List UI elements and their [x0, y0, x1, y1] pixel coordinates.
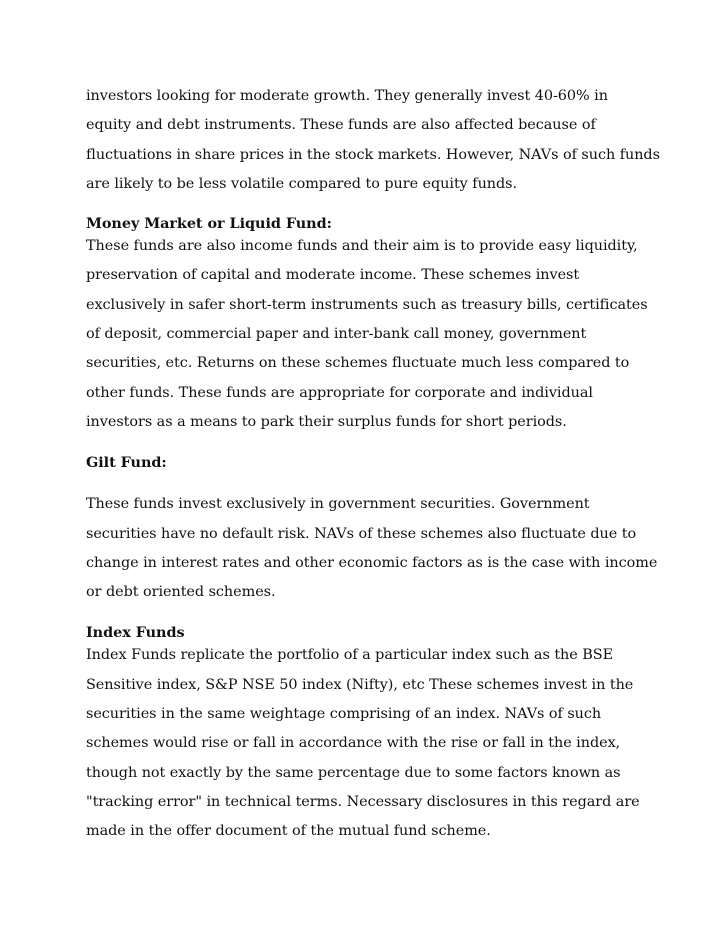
intro-line: are likely to be less volatile compared to pure equity funds. — [86, 176, 518, 192]
money-market-line: These funds are also income funds and their aim is to provide easy liquidity, — [86, 238, 638, 254]
intro-line: fluctuations in share prices in the stock markets. However, NAVs of such funds — [86, 147, 660, 163]
index-funds-line: made in the offer document of the mutual fund scheme. — [86, 823, 491, 839]
intro-line: equity and debt instruments. These funds are also affected because of — [86, 117, 596, 133]
gilt-fund-line: securities have no default risk. NAVs of these schemes also fluctuate due to — [86, 526, 637, 542]
money-market-line: of deposit, commercial paper and inter-bank call money, government — [86, 326, 587, 342]
index-funds-heading: Index Funds — [86, 624, 185, 641]
gilt-fund-heading: Gilt Fund: — [86, 454, 167, 471]
money-market-line: other funds. These funds are appropriate for corporate and individual — [86, 385, 593, 401]
index-funds-line: "tracking error" in technical terms. Necessary disclosures in this regard are — [86, 794, 640, 810]
intro-line: investors looking for moderate growth. They generally invest 40-60% in — [86, 88, 608, 104]
index-funds-line: securities in the same weightage comprising of an index. NAVs of such — [86, 706, 602, 722]
gilt-fund-line: These funds invest exclusively in government securities. Government — [86, 496, 590, 512]
money-market-line: investors as a means to park their surplus funds for short periods. — [86, 414, 567, 430]
index-funds-line: schemes would rise or fall in accordance with the rise or fall in the index, — [86, 735, 621, 751]
index-funds-line: though not exactly by the same percentage due to some factors known as — [86, 765, 621, 781]
money-market-heading: Money Market or Liquid Fund: — [86, 215, 332, 232]
gilt-fund-line: or debt oriented schemes. — [86, 584, 276, 600]
gilt-fund-line: change in interest rates and other economic factors as is the case with income — [86, 555, 658, 571]
money-market-line: exclusively in safer short-term instruments such as treasury bills, certificates — [86, 297, 648, 313]
money-market-line: securities, etc. Returns on these schemes fluctuate much less compared to — [86, 355, 630, 371]
money-market-line: preservation of capital and moderate income. These schemes invest — [86, 267, 580, 283]
document-page — [86, 0, 686, 942]
index-funds-line: Index Funds replicate the portfolio of a particular index such as the BSE — [86, 647, 614, 663]
index-funds-line: Sensitive index, S&P NSE 50 index (Nifty), etc These schemes invest in the — [86, 677, 634, 693]
